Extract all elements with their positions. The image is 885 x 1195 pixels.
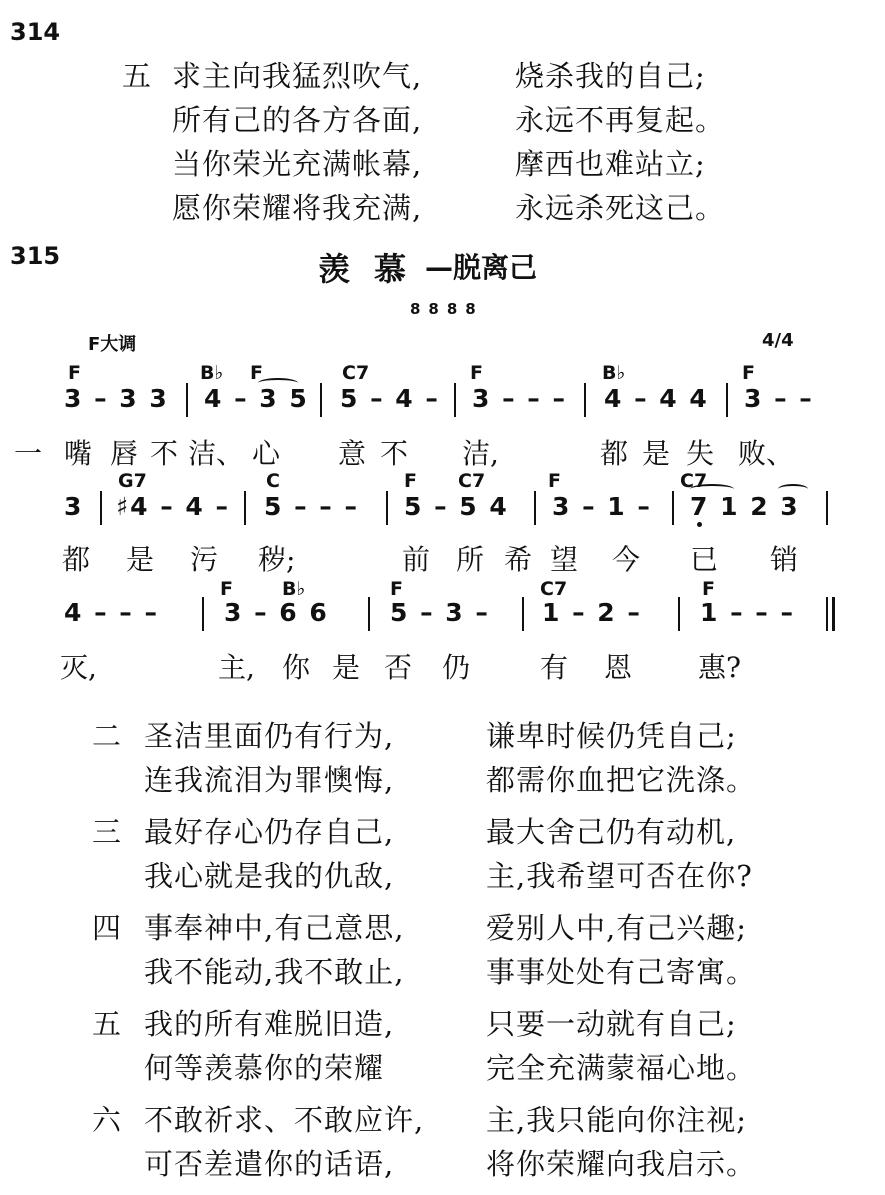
lyric: 洁, [462, 437, 499, 470]
lyric: 望 [550, 543, 579, 576]
lyric: 秽; [258, 543, 296, 576]
lyric-line: 谦卑时候仍凭自己; [486, 719, 737, 753]
lyric: 意 [338, 437, 367, 470]
lyric: 主, [218, 651, 255, 684]
stanza-number: 六 [92, 1103, 123, 1137]
bar-line [244, 491, 246, 525]
final-bar-line [826, 597, 828, 631]
lyric: 否 [384, 651, 413, 684]
lyric: 你 [282, 651, 311, 684]
measure: 7 1 2 3 [690, 492, 800, 521]
final-bar-line [832, 597, 835, 631]
hymn-number-315: 315 [10, 242, 61, 270]
measure: 3 – 3 3 [64, 384, 169, 413]
lyric: 都 [62, 543, 91, 576]
lyric-line: 我的所有难脱旧造, [144, 1007, 395, 1041]
lyric-line: 求主向我猛烈吹气, [172, 59, 423, 93]
lyric: 是 [126, 543, 155, 576]
lyric-line: 事事处处有己寄寓。 [486, 955, 757, 989]
lyric-line: 完全充满蒙福心地。 [486, 1051, 757, 1085]
measure: 1 – 2 – [542, 598, 642, 627]
lyric: 污 [190, 543, 219, 576]
lyric-line: 连我流泪为罪懊悔, [144, 763, 395, 797]
chord: C7 [458, 470, 486, 492]
stanza-number: 五 [122, 59, 153, 93]
lyric: 仍 [442, 651, 471, 684]
chord: F [68, 362, 81, 384]
lyric-line: 何等羡慕你的荣耀 [144, 1051, 385, 1085]
bar-line [678, 597, 680, 631]
bar-line [726, 383, 728, 417]
stanza-number: 二 [92, 719, 123, 753]
lyric-line: 不敢祈求、不敢应许, [144, 1103, 425, 1137]
hymn-number-314: 314 [10, 18, 61, 46]
lyric-line: 永远不再复起。 [515, 103, 726, 137]
lyric: 洁、 [188, 437, 245, 470]
lyric-line: 主,我希望可否在你? [486, 859, 753, 893]
chord: F [390, 578, 403, 600]
measure: 4 – – – [64, 598, 160, 627]
lyric: 惠? [698, 651, 742, 684]
lyric-line: 我心就是我的仇敌, [144, 859, 395, 893]
lyric-line: 圣洁里面仍有行为, [144, 719, 395, 753]
chord: C7 [342, 362, 370, 384]
bar-line [320, 383, 322, 417]
measure: 4 – 3 5 [204, 384, 309, 413]
bar-line [100, 491, 102, 525]
lyric-line: 愿你荣耀将我充满, [172, 191, 423, 225]
bar-line [386, 491, 388, 525]
lyric-line: 主,我只能向你注视; [486, 1103, 747, 1137]
key-signature: F大调 [88, 334, 137, 355]
bar-line [534, 491, 536, 525]
hymn-subtitle: —脱离己 [425, 251, 538, 284]
lyric: 唇 [110, 437, 139, 470]
chord: F [250, 362, 263, 384]
lyric: 是 [642, 437, 671, 470]
low-octave-dot [697, 522, 702, 527]
chord: C7 [680, 470, 708, 492]
lyric: 灭, [60, 651, 97, 684]
lyric-line: 事奉神中,有己意思, [144, 911, 405, 945]
lyric-line: 最大舍己仍有动机, [486, 815, 737, 849]
chord: F [470, 362, 483, 384]
hymn-title: 羡慕 [318, 250, 431, 288]
lyric: 所 [456, 543, 485, 576]
lyric: 恩 [604, 651, 633, 684]
chord: F [220, 578, 233, 600]
lyric: 前 [402, 543, 431, 576]
chord: F [702, 578, 715, 600]
lyric: 都 [600, 437, 629, 470]
lyric: 有 [540, 651, 569, 684]
lyric: 失 [686, 437, 715, 470]
lyric-line: 当你荣光充满帐幕, [172, 147, 423, 181]
lyric: 不 [150, 437, 179, 470]
measure: ♯4 – 4 – [116, 492, 230, 521]
time-signature: 4/4 [762, 330, 794, 351]
stanza-number: 五 [92, 1007, 123, 1041]
lyric-line: 爱别人中,有己兴趣; [486, 911, 747, 945]
lyric: 希 [504, 543, 533, 576]
stanza-number: 四 [92, 911, 123, 945]
lyric-line: 我不能动,我不敢止, [144, 955, 405, 989]
lyric-line: 只要一动就有自己; [486, 1007, 737, 1041]
meter: 8888 [410, 300, 484, 318]
lyric-line: 最好存心仍存自己, [144, 815, 395, 849]
measure: 4 – 4 4 [604, 384, 709, 413]
chord: G7 [118, 470, 147, 492]
bar-line [584, 383, 586, 417]
bar-line [202, 597, 204, 631]
lyric-line: 摩西也难站立; [515, 147, 706, 181]
lyric: 销 [770, 543, 799, 576]
lyric-line: 永远杀死这己。 [515, 191, 726, 225]
lyric-line: 所有己的各方各面, [172, 103, 423, 137]
bar-line [186, 383, 188, 417]
measure: 3 [64, 492, 84, 521]
chord: C [266, 470, 280, 492]
chord: B♭ [200, 362, 224, 384]
measure: 3 – – – [472, 384, 568, 413]
bar-line [522, 597, 524, 631]
measure: 3 – 6 6 [224, 598, 329, 627]
bar-line [826, 491, 828, 525]
lyric: 今 [612, 543, 641, 576]
measure: 1 – – – [700, 598, 796, 627]
lyric: 不 [380, 437, 409, 470]
lyric-line: 可否差遣你的话语, [144, 1147, 395, 1181]
lyric: 心 [252, 437, 281, 470]
measure: 3 – 1 – [552, 492, 652, 521]
lyric-line: 都需你血把它洗涤。 [486, 763, 757, 797]
bar-line [672, 491, 674, 525]
lyric-line: 将你荣耀向我启示。 [486, 1147, 757, 1181]
bar-line [368, 597, 370, 631]
chord: F [404, 470, 417, 492]
lyric: 败、 [738, 437, 795, 470]
lyric: 已 [690, 543, 719, 576]
chord: B♭ [602, 362, 626, 384]
lyric: 嘴 [64, 437, 93, 470]
measure: 5 – – – [264, 492, 360, 521]
bar-line [454, 383, 456, 417]
chord: C7 [540, 578, 568, 600]
measure: 5 – 3 – [390, 598, 490, 627]
lyric: 是 [332, 651, 361, 684]
lyric: 一 [14, 437, 43, 470]
chord: F [742, 362, 755, 384]
chord: B♭ [282, 578, 306, 600]
measure: 5 – 4 – [340, 384, 440, 413]
stanza-number: 三 [92, 815, 123, 849]
lyric-line: 烧杀我的自己; [515, 59, 706, 93]
measure: 5 – 5 4 [404, 492, 509, 521]
chord: F [548, 470, 561, 492]
measure: 3 – – [744, 384, 814, 413]
